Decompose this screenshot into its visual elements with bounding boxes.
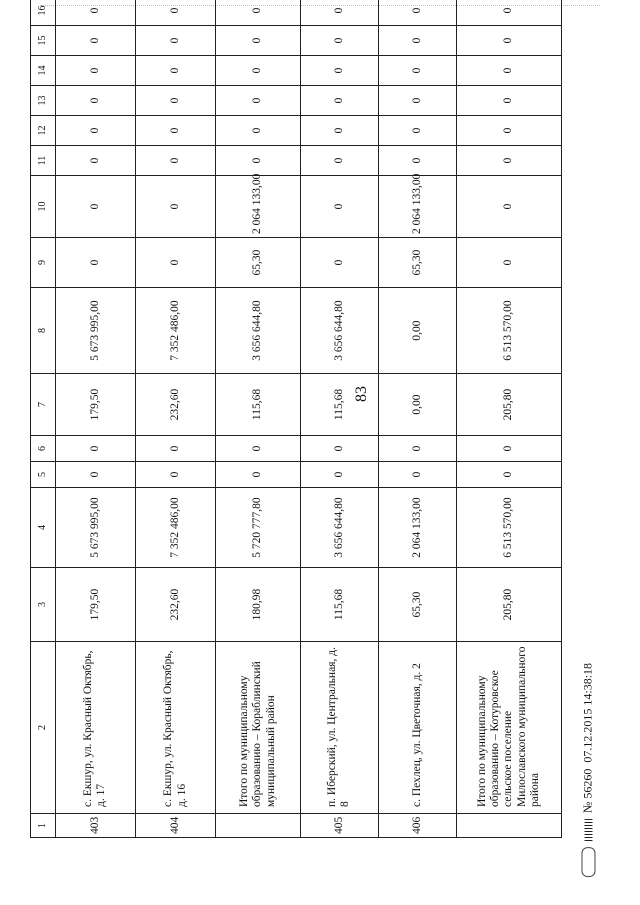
header-cell: 13 (31, 86, 56, 116)
cell-col5: 0 (378, 462, 456, 488)
header-cell: 9 (31, 238, 56, 288)
cell-area-total: 179,50 (55, 568, 135, 642)
cell-col15: 0 (55, 26, 135, 56)
cell-cost-8: 7 352 486,00 (135, 288, 215, 374)
cell-col15: 0 (135, 26, 215, 56)
cell-col16: 0 (216, 0, 300, 26)
cell-row-number: 406 (378, 814, 456, 838)
cell-col14: 0 (457, 56, 562, 86)
cell-area-total: 65,30 (378, 568, 456, 642)
cell-col16: 0 (300, 0, 378, 26)
cell-col16: 0 (135, 0, 215, 26)
cell-col14: 0 (55, 56, 135, 86)
cell-cost-8: 3 656 644,80 (300, 288, 378, 374)
cell-area-9: 65,30 (378, 238, 456, 288)
cell-row-number: 404 (135, 814, 215, 838)
header-cell: 3 (31, 568, 56, 642)
cell-col6: 0 (378, 436, 456, 462)
cell-col11: 0 (457, 146, 562, 176)
housing-register-table (30, 0, 562, 838)
cell-area-7: 115,68 (300, 374, 378, 436)
cell-col13: 0 (378, 86, 456, 116)
cell-col6: 0 (216, 436, 300, 462)
cell-area-9: 0 (457, 238, 562, 288)
cell-col14: 0 (378, 56, 456, 86)
cell-area-7: 0,00 (378, 374, 456, 436)
cell-col12: 0 (55, 116, 135, 146)
document-stamp (581, 663, 596, 877)
page-number: 83 (353, 386, 370, 402)
cell-col12: 0 (378, 116, 456, 146)
cell-row-number: 403 (55, 814, 135, 838)
cell-area-total: 232,60 (135, 568, 215, 642)
cell-cost-10: 0 (55, 176, 135, 238)
cell-cost-10: 0 (135, 176, 215, 238)
cell-cost-total: 3 656 644,80 (300, 488, 378, 568)
cell-area-7: 115,68 (216, 374, 300, 436)
header-cell: 8 (31, 288, 56, 374)
cell-address: п. Иберский, ул. Центральная, д. 8 (300, 642, 378, 814)
cell-col11: 0 (300, 146, 378, 176)
header-cell: 4 (31, 488, 56, 568)
cell-area-9: 65,30 (216, 238, 300, 288)
cell-col12: 0 (300, 116, 378, 146)
cell-col16: 0 (55, 0, 135, 26)
cell-area-7: 179,50 (55, 374, 135, 436)
cell-col13: 0 (300, 86, 378, 116)
cell-col12: 0 (135, 116, 215, 146)
table-row (457, 0, 562, 838)
header-cell: 16 (31, 0, 56, 26)
header-cell: 7 (31, 374, 56, 436)
cell-col16: 0 (378, 0, 456, 26)
cell-cost-10: 0 (457, 176, 562, 238)
cell-address: с. Пехлец, ул. Цветочная, д. 2 (378, 642, 456, 814)
header-cell: 15 (31, 26, 56, 56)
header-cell: 1 (31, 814, 56, 838)
table-row (300, 0, 378, 838)
cell-area-total: 115,68 (300, 568, 378, 642)
cell-cost-total: 7 352 486,00 (135, 488, 215, 568)
header-cell: 6 (31, 436, 56, 462)
cell-col13: 0 (135, 86, 215, 116)
cell-col15: 0 (216, 26, 300, 56)
cell-address: с. Екшур, ул. Красный Октябрь, д. 17 (55, 642, 135, 814)
cell-col12: 0 (216, 116, 300, 146)
cell-cost-8: 0,00 (378, 288, 456, 374)
seal-icon (581, 847, 595, 877)
cell-col15: 0 (378, 26, 456, 56)
cell-row-number (457, 814, 562, 838)
barcode-icon (584, 819, 592, 841)
cell-col5: 0 (135, 462, 215, 488)
cell-area-9: 0 (55, 238, 135, 288)
cell-col12: 0 (457, 116, 562, 146)
cell-area-9: 0 (135, 238, 215, 288)
cell-col14: 0 (216, 56, 300, 86)
cell-cost-10: 2 064 133,00 (378, 176, 456, 238)
header-cell: 10 (31, 176, 56, 238)
cell-row-number: 405 (300, 814, 378, 838)
cell-cost-10: 0 (300, 176, 378, 238)
header-cell: 12 (31, 116, 56, 146)
cell-area-9: 0 (300, 238, 378, 288)
header-cell: 14 (31, 56, 56, 86)
cell-address: с. Екшур, ул. Красный Октябрь, д. 16 (135, 642, 215, 814)
table-row (216, 0, 300, 838)
cell-col11: 0 (216, 146, 300, 176)
cell-col11: 0 (135, 146, 215, 176)
cell-col6: 0 (300, 436, 378, 462)
rotated-table-container (30, 5, 562, 838)
cell-row-number (216, 814, 300, 838)
cell-col13: 0 (55, 86, 135, 116)
cell-area-total: 180,98 (216, 568, 300, 642)
cell-cost-10: 2 064 133,00 (216, 176, 300, 238)
cell-col15: 0 (457, 26, 562, 56)
cell-cost-8: 3 656 644,80 (216, 288, 300, 374)
cell-col13: 0 (216, 86, 300, 116)
cell-col5: 0 (300, 462, 378, 488)
cell-col13: 0 (457, 86, 562, 116)
cell-area-total: 205,80 (457, 568, 562, 642)
cell-cost-total: 6 513 570,00 (457, 488, 562, 568)
cell-col14: 0 (300, 56, 378, 86)
cell-cost-total: 2 064 133,00 (378, 488, 456, 568)
cell-address: Итого по муниципальному образованию – Кораблинский муниципальный район (216, 642, 300, 814)
cell-col5: 0 (216, 462, 300, 488)
cell-col16: 0 (457, 0, 562, 26)
header-cell: 11 (31, 146, 56, 176)
table-header-row (31, 0, 56, 838)
cell-col6: 0 (457, 436, 562, 462)
cell-cost-total: 5 720 777,80 (216, 488, 300, 568)
cell-col5: 0 (457, 462, 562, 488)
cell-area-7: 232,60 (135, 374, 215, 436)
header-cell: 2 (31, 642, 56, 814)
table-row (135, 0, 215, 838)
cell-area-7: 205,80 (457, 374, 562, 436)
cell-cost-8: 6 513 570,00 (457, 288, 562, 374)
cell-col15: 0 (300, 26, 378, 56)
cell-cost-8: 5 673 995,00 (55, 288, 135, 374)
cell-col6: 0 (55, 436, 135, 462)
cell-cost-total: 5 673 995,00 (55, 488, 135, 568)
cell-col11: 0 (378, 146, 456, 176)
document-number: № 56260 (580, 768, 595, 814)
document-datetime: 07.12.2015 14:38:18 (580, 662, 595, 763)
cell-col6: 0 (135, 436, 215, 462)
cell-col11: 0 (55, 146, 135, 176)
cell-col5: 0 (55, 462, 135, 488)
cell-col14: 0 (135, 56, 215, 86)
cell-address: Итого по муниципальному образованию – Котуровское сельское поселение Милославского муниципального района (457, 642, 562, 814)
header-cell: 5 (31, 462, 56, 488)
table-row (378, 0, 456, 838)
table-row (55, 0, 135, 838)
